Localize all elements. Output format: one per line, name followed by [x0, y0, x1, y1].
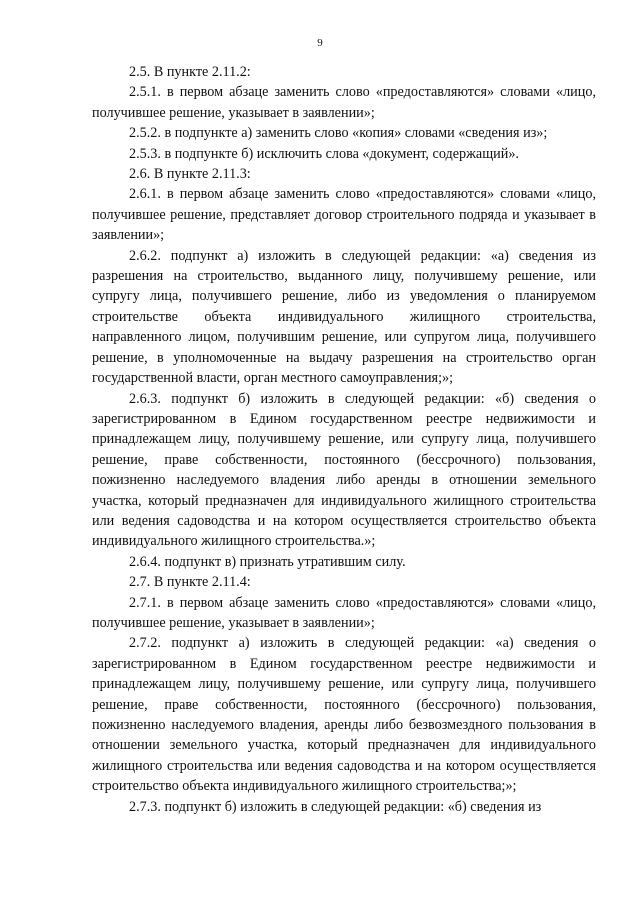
document-body — [92, 62, 596, 817]
paragraph-2-5-1: 2.5.1. в первом абзаце заменить слово «предоставляются» словами «лицо, получившее решение, указывает в заявлении»; — [92, 84, 596, 121]
paragraph-2-7-1: 2.7.1. в первом абзаце заменить слово «предоставляются» словами «лицо, получившее решение, указывает в заявлении»; — [92, 594, 596, 631]
paragraph-2-6: 2.6. В пункте 2.11.3: — [129, 166, 251, 183]
page-number: 9 — [317, 37, 323, 49]
paragraph-2-6-4: 2.6.4. подпункт в) признать утратившим силу. — [129, 553, 406, 570]
paragraph-2-6-2: 2.6.2. подпункт а) изложить в следующей редакции: «а) сведения из разрешения на строительство, выданного лицу, получившему решение, или супругу лица, получившего решение, либо из уведомления о планируемом строительстве объекта индивидуального жилищного строительства, направленного лицом, получившим решение, или супругом лица, получившего решение, в уполномоченные на выдачу разрешения на строительство орган государственной власти, орган местного самоуправления;»; — [92, 247, 596, 387]
paragraph-2-5-2: 2.5.2. в подпункте а) заменить слово «копия» словами «сведения из»; — [129, 125, 548, 142]
paragraph-2-6-3: 2.6.3. подпункт б) изложить в следующей редакции: «б) сведения о зарегистрированном в Едином государственном реестре недвижимости и принадлежащем лицу, получившему решение, или супругу лица, получившего решение, праве собственности, постоянного (бессрочного) пользования, пожизненно наследуемого владения либо аренды в отношении земельного участка, который предназначен для индивидуального жилищного строительства или ведения садоводства и на котором осуществляется строительство объекта индивидуального жилищного строительства.»; — [92, 390, 596, 550]
paragraph-2-5: 2.5. В пункте 2.11.2: — [129, 64, 251, 80]
paragraph-2-5-3: 2.5.3. в подпункте б) исключить слова «документ, содержащий». — [129, 145, 519, 162]
paragraph-2-7: 2.7. В пункте 2.11.4: — [129, 574, 251, 591]
paragraph-2-7-2: 2.7.2. подпункт а) изложить в следующей редакции: «а) сведения о зарегистрированном в Едином государственном реестре недвижимости и принадлежащем лицу, получившему решение, или супругу лица, получившего решение, праве собственности, постоянного (бессрочного) пользования, пожизненно наследуемого владения, аренды либо безвозмездного пользования в отношении земельного участка, который предназначен для индивидуального жилищного строительства или ведения садоводства и на котором осуществляется строительство объекта индивидуального жилищного строительства;»; — [92, 635, 596, 795]
paragraph-2-6-1: 2.6.1. в первом абзаце заменить слово «предоставляются» словами «лицо, получившее решение, представляет договор строительного подряда и указывает в заявлении»; — [92, 186, 596, 244]
paragraph-2-7-3: 2.7.3. подпункт б) изложить в следующей редакции: «б) сведения из — [129, 798, 542, 815]
